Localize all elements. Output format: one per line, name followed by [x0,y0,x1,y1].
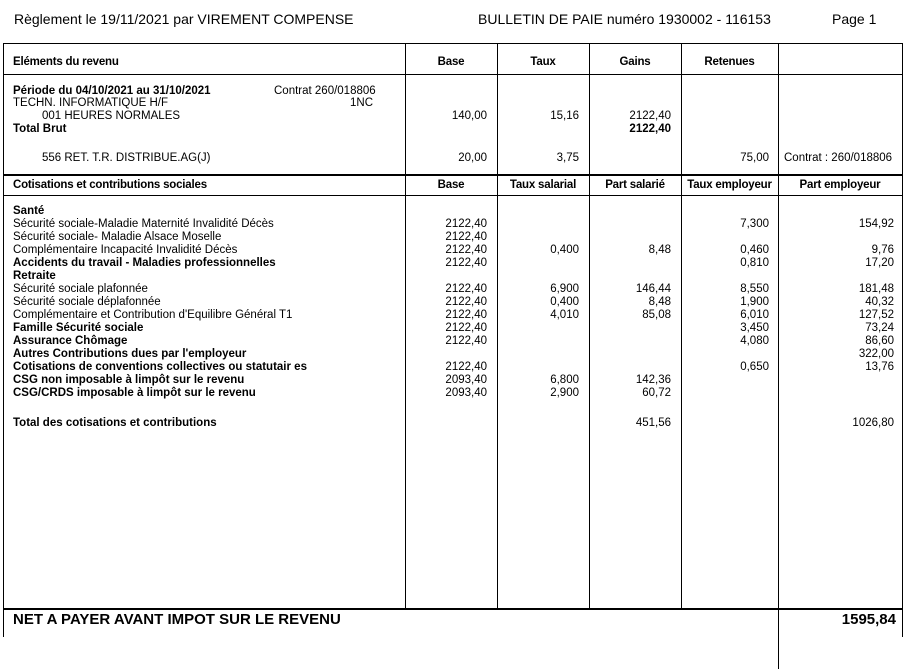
cotisation-pemp: 322,00 [858,348,894,360]
cotisation-base: 2122,40 [445,231,487,243]
net-a-payer-label: NET A PAYER AVANT IMPOT SUR LE REVENU [13,611,341,628]
cotisation-pemp: 40,32 [865,296,894,308]
line1-base: 140,00 [451,110,487,122]
cotisation-tsal: 4,010 [550,309,579,321]
line2-retenues: 75,00 [740,152,769,164]
cotisation-base: 2122,40 [445,296,487,308]
cotisation-temp: 0,460 [740,244,769,256]
cotisation-pemp: 86,60 [865,335,894,347]
cotisation-base: 2122,40 [445,335,487,347]
total-part-employeur: 1026,80 [852,417,894,429]
header-retenues: Retenues [704,56,755,68]
cotisation-psal: 146,44 [635,283,671,295]
cotisation-pemp: 73,24 [865,322,894,334]
emploi-code: 1NC [350,97,374,109]
cotisation-pemp: 154,92 [858,218,894,230]
header-taux-salarial: Taux salarial [509,179,577,191]
header-taux-employeur: Taux employeur [687,179,772,191]
header-cotis-base: Base [437,179,465,191]
line1-gains: 2122,40 [629,110,671,122]
cotisation-label: Accidents du travail - Maladies professionnelles [13,257,276,269]
cotisation-temp: 6,010 [740,309,769,321]
header-gains: Gains [619,56,651,68]
cotisation-label: Retraite [13,270,56,282]
total-cotisations-label: Total des cotisations et contributions [13,417,217,429]
cotisation-tsal: 6,800 [550,374,579,386]
document-header [0,0,905,42]
cotisation-temp: 1,900 [740,296,769,308]
reglement-info: Règlement le 19/11/2021 par VIREMENT COMPENSE [14,11,354,27]
cotisation-base: 2122,40 [445,322,487,334]
cotisation-temp: 3,450 [740,322,769,334]
cotisation-label: Sécurité sociale déplafonnée [13,296,161,308]
cotisation-tsal: 6,900 [550,283,579,295]
cotisation-temp: 7,300 [740,218,769,230]
cotisation-psal: 142,36 [635,374,671,386]
cotisation-tsal: 0,400 [550,244,579,256]
net-a-payer-value: 1595,84 [841,611,896,628]
cotisation-label: Sécurité sociale-Maladie Maternité Invalidité Décès [13,218,274,230]
cotisation-pemp: 9,76 [871,244,894,256]
cotisation-base: 2122,40 [445,257,487,269]
line1-label: 001 HEURES NORMALES [42,110,181,122]
cotisation-label: CSG non imposable à limpôt sur le revenu [13,374,245,386]
header-base: Base [437,56,465,68]
cotisation-label: Assurance Chômage [13,335,128,347]
total-brut-label: Total Brut [13,123,67,135]
line2-base: 20,00 [458,152,487,164]
cotisation-psal: 85,08 [642,309,671,321]
header-taux: Taux [530,56,556,68]
cotisation-psal: 8,48 [648,244,671,256]
payslip-table [3,43,903,637]
line2-taux: 3,75 [556,152,579,164]
header-cotisations: Cotisations et contributions sociales [13,179,207,191]
header-part-employeur: Part employeur [799,179,881,191]
cotisation-label: Autres Contributions dues par l'employeur [13,348,247,360]
cotisation-label: Sécurité sociale- Maladie Alsace Moselle [13,231,222,243]
cotisation-pemp: 127,52 [858,309,894,321]
page-number: Page 1 [832,11,877,27]
cotisation-pemp: 13,76 [865,361,894,373]
cotisation-pemp: 181,48 [858,283,894,295]
header-part-salarie: Part salarié [605,179,665,191]
contrat: Contrat 260/018806 [274,85,376,97]
cotisation-pemp: 17,20 [865,257,894,269]
cotisation-tsal: 2,900 [550,387,579,399]
cotisation-label: Complémentaire Incapacité Invalidité Décès [13,244,238,256]
cotisation-tsal: 0,400 [550,296,579,308]
header-elements-revenu: Eléments du revenu [13,56,119,68]
cotisation-label: Sécurité sociale plafonnée [13,283,148,295]
cotisation-base: 2093,40 [445,374,487,386]
bulletin-number: BULLETIN DE PAIE numéro 1930002 - 116153 [478,11,771,27]
cotisation-psal: 8,48 [648,296,671,308]
cotisation-base: 2122,40 [445,244,487,256]
cotisation-label: Famille Sécurité sociale [13,322,144,334]
line2-label: 556 RET. T.R. DISTRIBUE.AG(J) [42,152,211,164]
cotisation-base: 2122,40 [445,283,487,295]
line2-contrat: Contrat : 260/018806 [784,152,893,164]
cotisation-base: 2122,40 [445,309,487,321]
cotisation-base: 2122,40 [445,218,487,230]
line1-taux: 15,16 [550,110,579,122]
cotisation-label: Complémentaire et Contribution d'Equilibre Général T1 [13,309,293,321]
total-part-salarie: 451,56 [635,417,671,429]
cotisation-label: Santé [13,205,45,217]
emploi: TECHN. INFORMATIQUE H/F [13,97,169,109]
total-brut-value: 2122,40 [629,123,671,135]
cotisation-base: 2093,40 [445,387,487,399]
periode: Période du 04/10/2021 au 31/10/2021 [13,85,211,97]
cotisation-temp: 4,080 [740,335,769,347]
cotisation-temp: 0,810 [740,257,769,269]
cotisation-temp: 0,650 [740,361,769,373]
cotisation-temp: 8,550 [740,283,769,295]
cotisation-base: 2122,40 [445,361,487,373]
cotisation-psal: 60,72 [642,387,671,399]
cotisation-label: Cotisations de conventions collectives ou statutair es [13,361,307,373]
cotisation-label: CSG/CRDS imposable à limpôt sur le revenu [13,387,256,399]
